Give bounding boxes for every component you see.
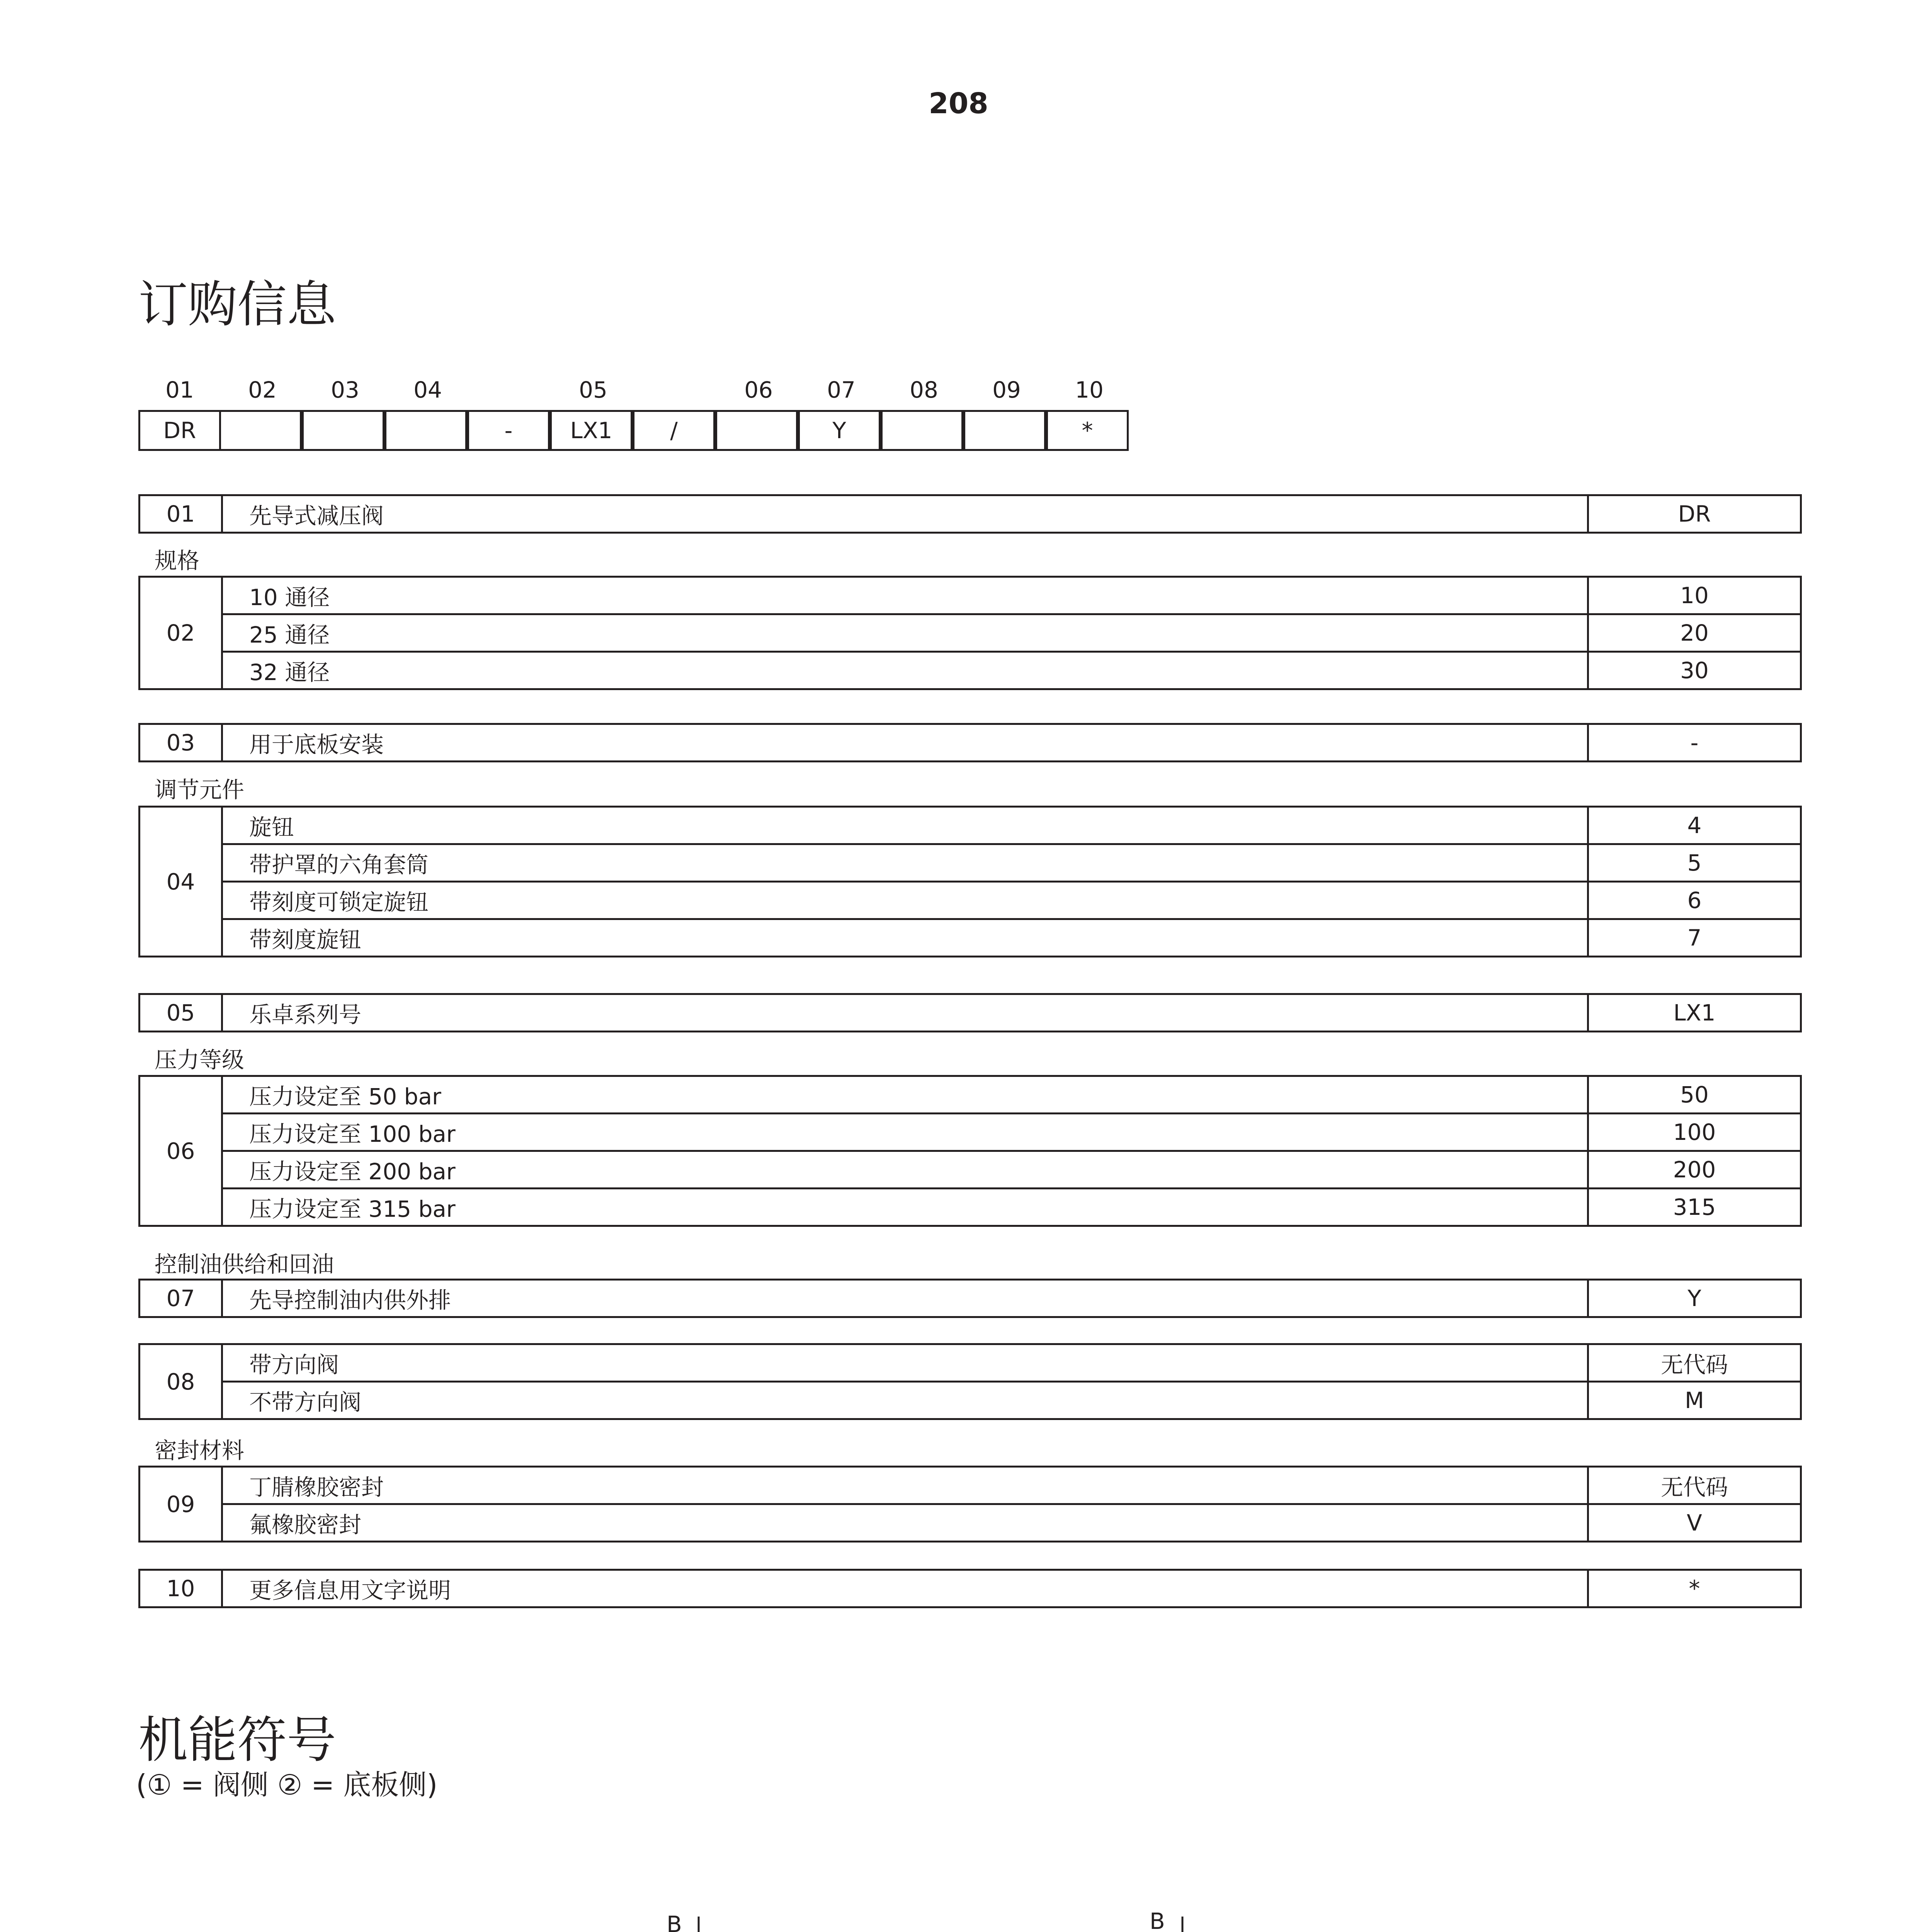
option-code: 08 [139,1344,222,1419]
option-desc: 带方向阀 [222,1344,1588,1382]
table-row [139,919,1801,957]
option-value: M [1588,1382,1801,1419]
option-desc: 乐卓系列号 [222,994,1588,1032]
code-cell: Y [798,410,881,451]
option-desc: 先导控制油内供外排 [222,1280,1588,1317]
option-desc: 氟橡胶密封 [222,1504,1588,1542]
table-row [139,1076,1801,1114]
table-row [139,614,1801,652]
option-table-08 [138,1343,1802,1420]
ordering-title: 订购信息 [138,276,337,333]
table-row [139,724,1801,762]
code-index: 09 [992,377,1021,403]
option-value: 5 [1588,844,1801,882]
group-label: 控制油供给和回油 [155,1251,334,1277]
option-table-02 [138,576,1802,690]
table-row [139,495,1801,533]
option-desc: 带刻度可锁定旋钮 [222,882,1588,919]
option-value: 10 [1588,577,1801,614]
page-number: 208 [929,87,988,120]
code-cell: * [1046,410,1129,451]
option-value: 30 [1588,652,1801,689]
code-cell: LX1 [550,410,633,451]
option-table-06 [138,1075,1802,1227]
option-table-03 [138,723,1802,762]
option-desc: 丁腈橡胶密封 [222,1467,1588,1504]
option-desc: 压力设定至 50 bar [222,1076,1588,1114]
code-cell [219,410,302,451]
code-index: 01 [165,377,194,403]
option-table-07 [138,1279,1802,1318]
group-label: 密封材料 [155,1437,245,1464]
code-index: 08 [910,377,938,403]
option-value: 100 [1588,1114,1801,1151]
option-table-05 [138,993,1802,1032]
table-row [139,1189,1801,1226]
option-code: 06 [139,1076,222,1226]
code-index: 02 [248,377,277,403]
option-desc: 25 通径 [222,614,1588,652]
code-index: 05 [579,377,607,403]
option-code: 07 [139,1280,222,1317]
group-label: 调节元件 [155,777,245,803]
option-value: 无代码 [1588,1467,1801,1504]
option-code: 05 [139,994,222,1032]
option-table-10 [138,1569,1802,1608]
table-row [139,1151,1801,1189]
code-index: 10 [1075,377,1104,403]
port-b-label: B [1150,1908,1165,1932]
option-desc: 压力设定至 100 bar [222,1114,1588,1151]
option-desc: 压力设定至 315 bar [222,1189,1588,1226]
hydraulic-symbol-y [1063,1893,1391,1932]
option-value: 50 [1588,1076,1801,1114]
option-code: 09 [139,1467,222,1542]
code-index: 06 [744,377,773,403]
option-code: 01 [139,495,222,533]
option-desc: 带刻度旋钮 [222,919,1588,957]
option-desc: 32 通径 [222,652,1588,689]
option-code: 02 [139,577,222,689]
option-desc: 带护罩的六角套筒 [222,844,1588,882]
option-code: 10 [139,1570,222,1607]
table-row [139,1382,1801,1419]
option-value: 20 [1588,614,1801,652]
code-cell: DR [138,410,221,451]
option-desc: 先导式减压阀 [222,495,1588,533]
code-cell: - [467,410,550,451]
option-desc: 旋钮 [222,807,1588,844]
table-row [139,577,1801,614]
table-row [139,882,1801,919]
table-row [139,1570,1801,1607]
group-label: 压力等级 [155,1047,245,1073]
option-code: 03 [139,724,222,762]
table-row [139,1114,1801,1151]
code-cell [963,410,1046,451]
option-desc: 压力设定至 200 bar [222,1151,1588,1189]
option-value: * [1588,1570,1801,1607]
code-cell: / [633,410,715,451]
option-value: 6 [1588,882,1801,919]
option-desc: 不带方向阀 [222,1382,1588,1419]
code-index: 03 [331,377,359,403]
option-value: LX1 [1588,994,1801,1032]
code-cell [881,410,963,451]
option-code: 04 [139,807,222,957]
table-row [139,1280,1801,1317]
code-index: 04 [413,377,442,403]
option-value: Y [1588,1280,1801,1317]
option-table-04 [138,806,1802,957]
port-b-label: B [667,1911,682,1932]
table-row [139,844,1801,882]
symbols-subtitle: (① = 阀侧 ② = 底板侧) [136,1769,438,1801]
table-row [139,994,1801,1032]
option-value: 200 [1588,1151,1801,1189]
symbols-title: 机能符号 [138,1711,337,1769]
code-cell [384,410,467,451]
option-value: 7 [1588,919,1801,957]
code-index: 07 [827,377,856,403]
table-row [139,807,1801,844]
table-row [139,1504,1801,1542]
option-desc: 更多信息用文字说明 [222,1570,1588,1607]
code-cell [302,410,384,451]
option-table-01 [138,494,1802,534]
option-value: - [1588,724,1801,762]
option-value: 无代码 [1588,1344,1801,1382]
table-row [139,1344,1801,1382]
option-desc: 10 通径 [222,577,1588,614]
table-row [139,652,1801,689]
option-desc: 用于底板安装 [222,724,1588,762]
option-value: 315 [1588,1189,1801,1226]
option-value: 4 [1588,807,1801,844]
group-label: 规格 [155,548,200,574]
table-row [139,1467,1801,1504]
option-value: V [1588,1504,1801,1542]
code-cell [715,410,798,451]
option-table-09 [138,1466,1802,1543]
option-value: DR [1588,495,1801,533]
hydraulic-symbol-ym [580,1893,908,1932]
